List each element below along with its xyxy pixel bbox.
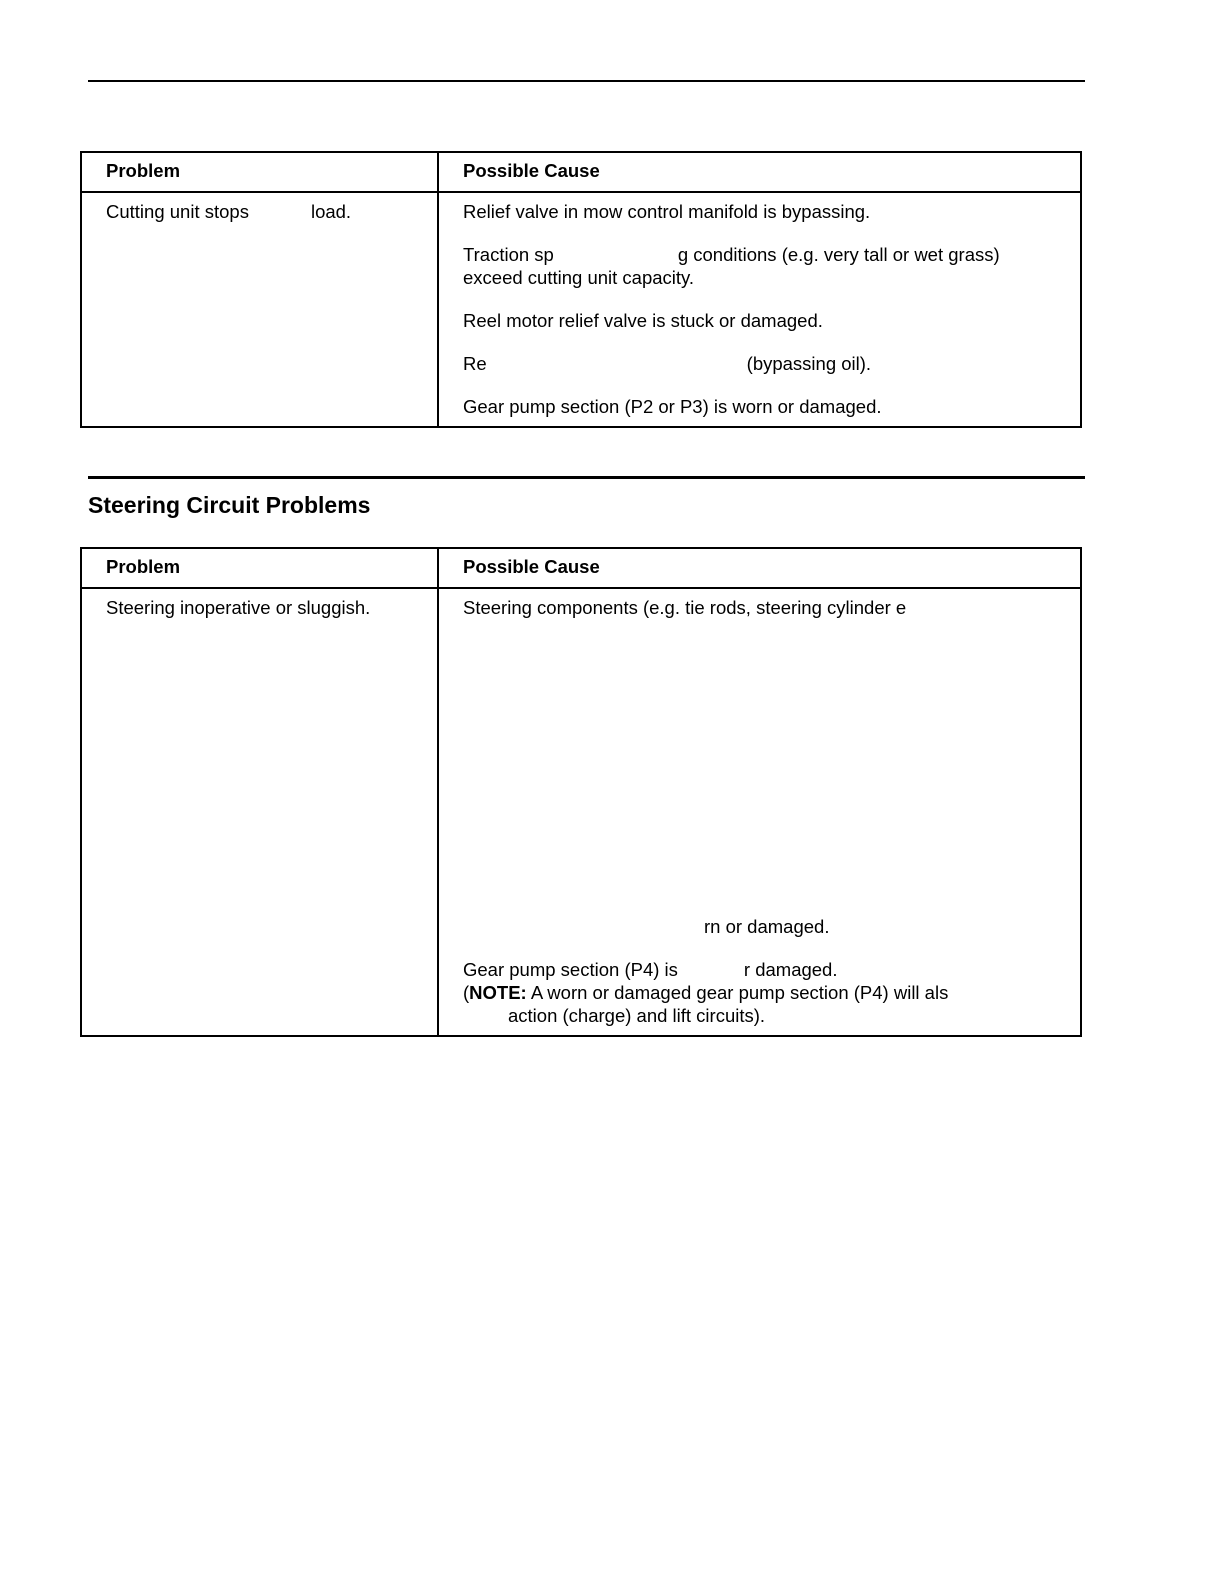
cause-text: exceed cutting unit capacity. — [463, 267, 695, 288]
problem-text: Steering inoperative or sluggish. — [106, 597, 371, 618]
problem-text: Cutting unit stops — [106, 201, 249, 222]
cause-text: (bypassing oil). — [746, 353, 872, 374]
cause-item — [463, 915, 1068, 938]
cause-cell — [438, 192, 1081, 427]
table-row — [81, 588, 1081, 1036]
cause-text: g conditions (e.g. very tall or wet grass) — [677, 244, 1000, 265]
cause-text: rn or damaged. — [704, 916, 830, 937]
cause-text: A worn or damaged gear pump section (P4) will als — [526, 982, 949, 1003]
cause-text: ( — [463, 982, 470, 1003]
cause-text: Traction sp — [463, 244, 554, 265]
problem-column-header: Problem — [81, 152, 438, 192]
section-rule — [88, 476, 1085, 479]
cause-item: Steering components (e.g. tie rods, steering cylinder e — [463, 597, 907, 618]
cause-text: Re — [463, 353, 487, 374]
cause-item — [463, 352, 1068, 375]
cause-column-header: Possible Cause — [438, 152, 1081, 192]
steering-troubleshooting-table — [80, 547, 1082, 1037]
cause-item — [463, 243, 1068, 289]
cutting-unit-troubleshooting-table — [80, 151, 1082, 428]
blank-region — [463, 639, 1068, 915]
cause-item: Gear pump section (P2 or P3) is worn or damaged. — [463, 396, 882, 417]
cause-cell — [438, 588, 1081, 1036]
cause-text: Gear pump section (P4) is — [463, 959, 678, 980]
table-row — [81, 192, 1081, 427]
cause-item — [463, 958, 1068, 1027]
cause-text: r damaged. — [743, 959, 838, 980]
problem-cell — [81, 588, 438, 1036]
problem-cell — [81, 192, 438, 427]
table-header-row — [81, 548, 1081, 588]
table-header-row — [81, 152, 1081, 192]
section-title: Steering Circuit Problems — [88, 492, 371, 518]
cause-item: Relief valve in mow control manifold is bypassing. — [463, 201, 871, 222]
problem-text-continued: load. — [310, 201, 352, 222]
top-rule — [88, 80, 1085, 82]
cause-text: action (charge) and lift circuits). — [508, 1005, 766, 1026]
cause-item: Reel motor relief valve is stuck or damaged. — [463, 310, 823, 331]
cause-column-header: Possible Cause — [438, 548, 1081, 588]
problem-column-header: Problem — [81, 548, 438, 588]
note-label: NOTE: — [469, 982, 527, 1003]
